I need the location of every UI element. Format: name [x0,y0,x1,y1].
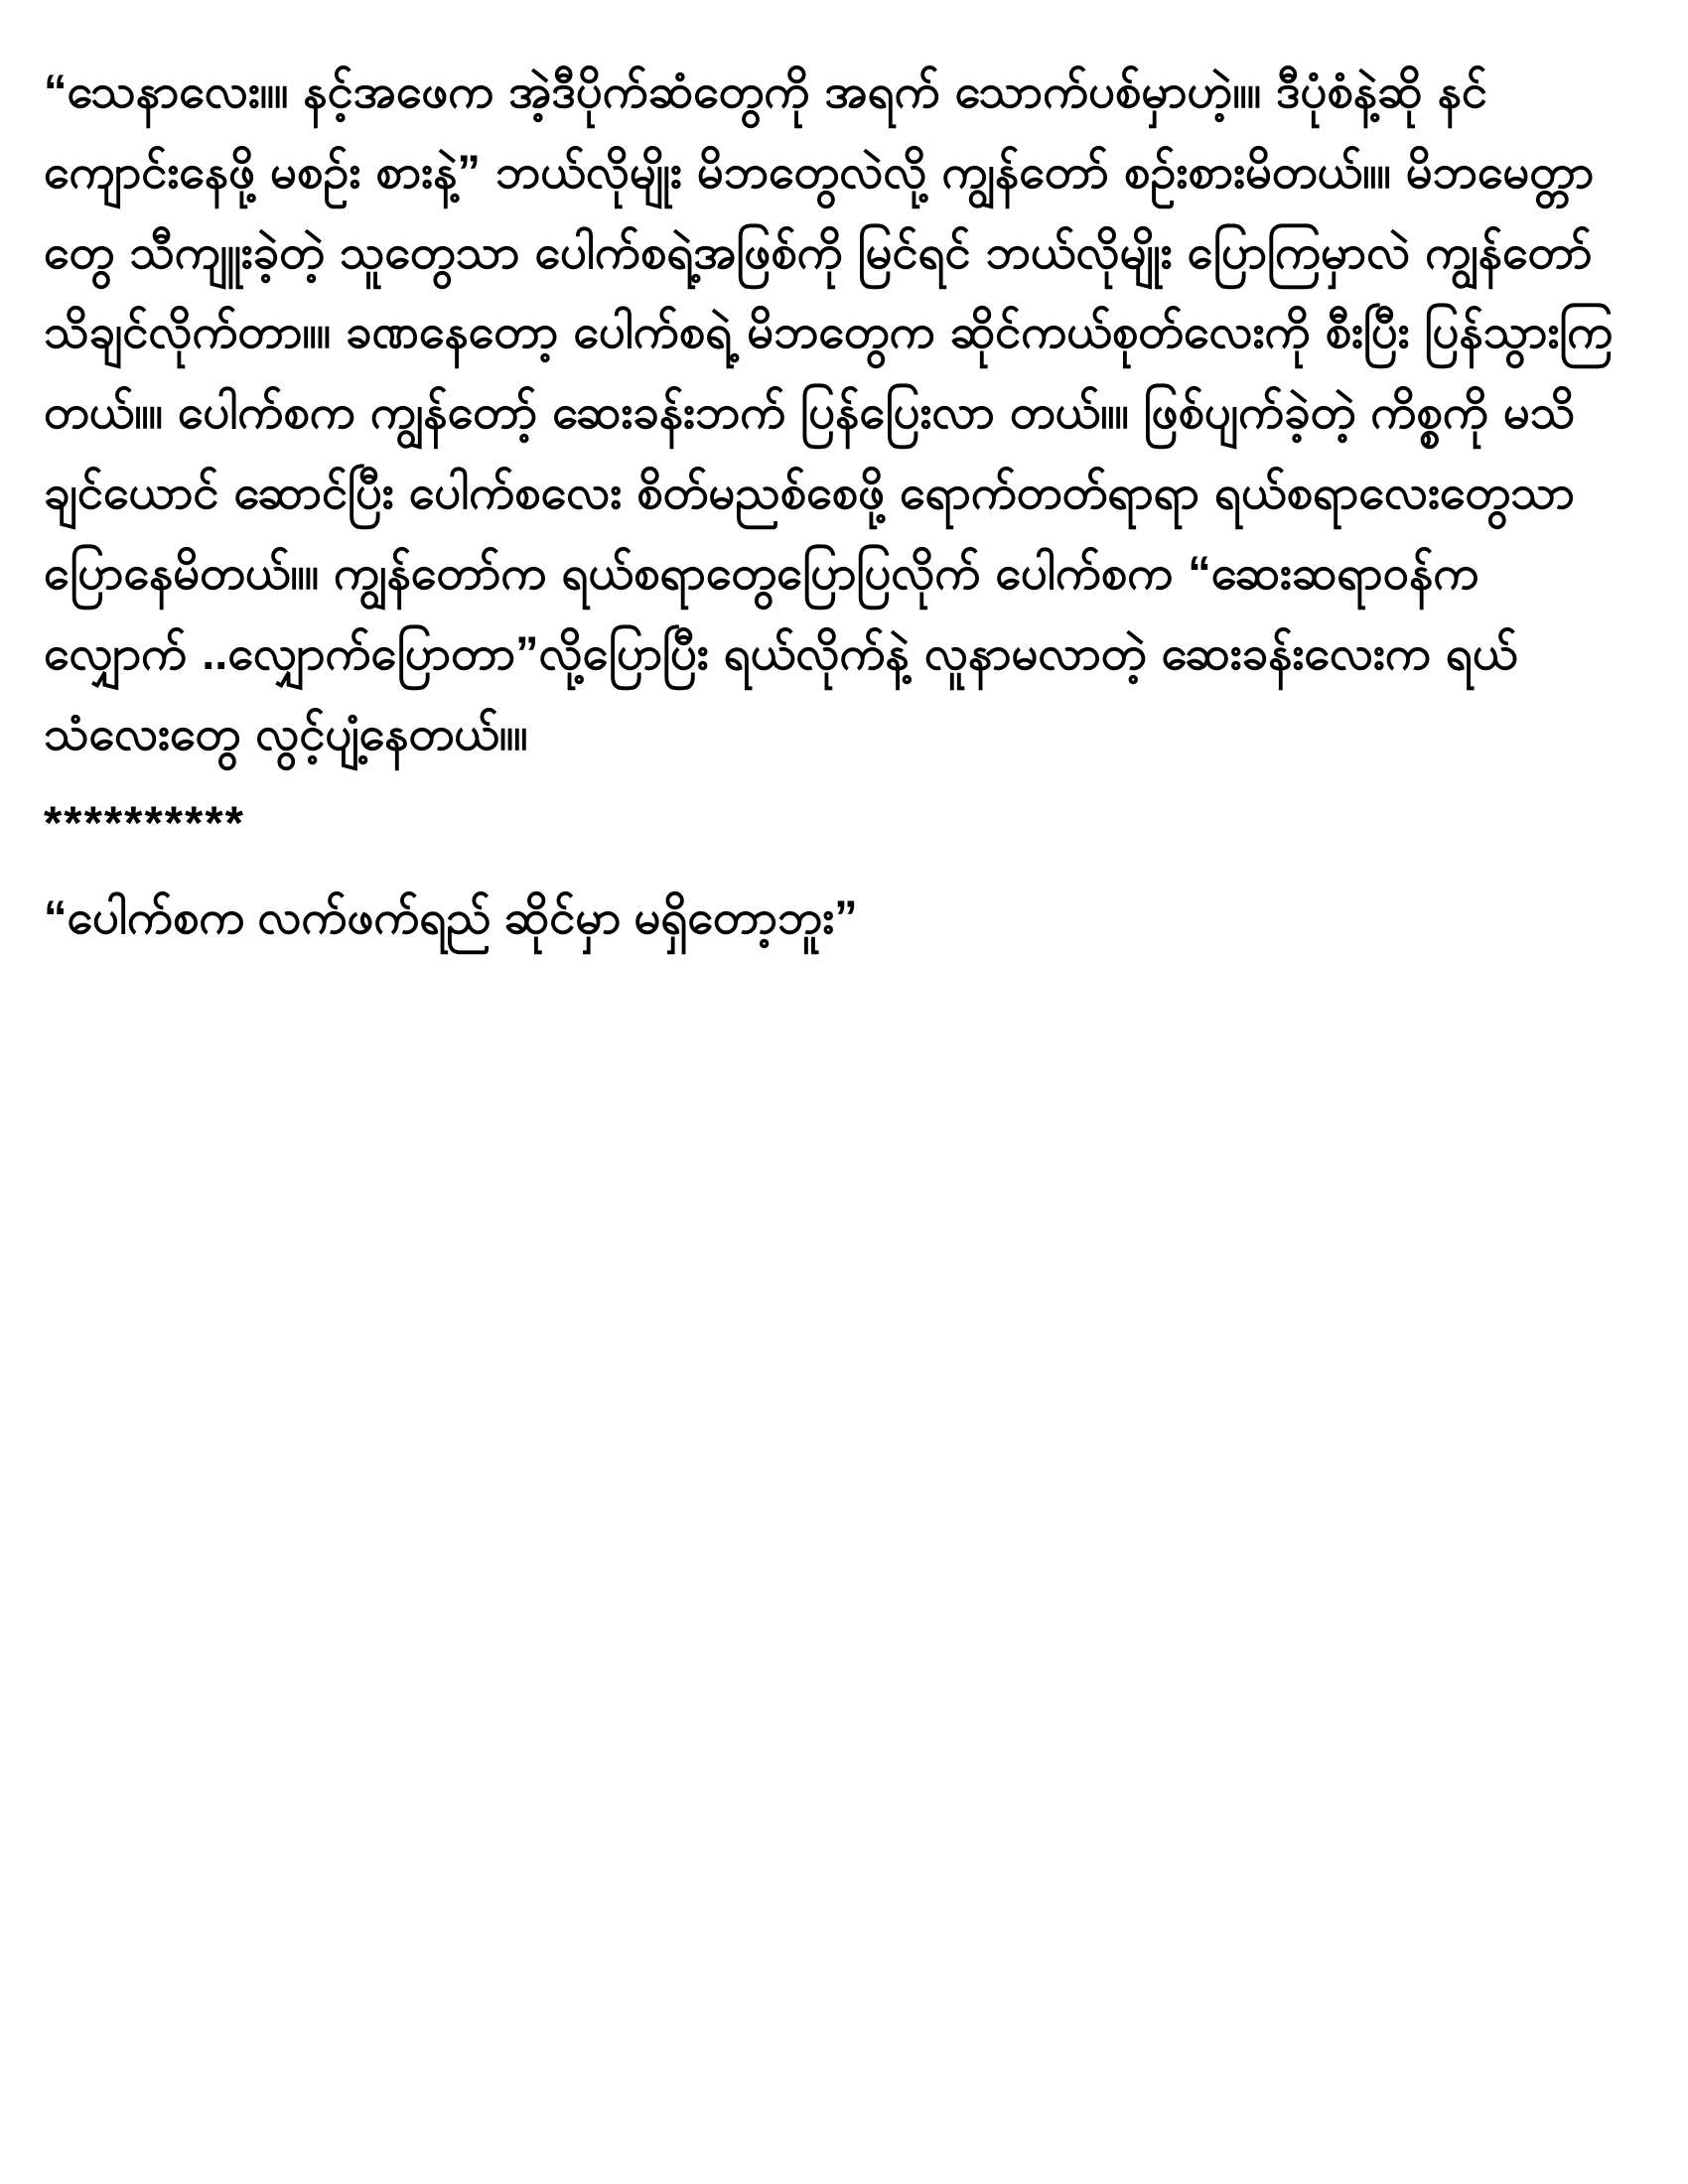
paragraph-2: “ပေါက်စက လက်ဖက်ရည် ဆိုင်မှာ မရှိတော့ဘူး” [44,890,858,944]
asterisk-divider: ********** [44,796,245,850]
document-body [44,52,1628,958]
paragraph-1: “သေနာလေး။။ နင့်အဖေက အဲ့ဒီပိုက်ဆံတွေကို အရက် သောက်ပစ်မှာဟဲ့။။ ဒီပုံစံနဲ့ဆို နင် ကျောင်းနေဖို့ မစဉ်း စားနဲ့” ဘယ်လိုမျိုး မိဘတွေလဲလို့ ကျွန်တော် စဉ်းစားမိတယ်။။ မိဘမေတ္တာတွေ သီကျူးခဲ့တဲ့ သူတွေသာ ပေါက်စရဲ့အဖြစ်ကို မြင်ရင် ဘယ်လိုမျိုး ပြောကြမှာလဲ ကျွန်တော် သိချင်လိုက်တာ။။ ခဏနေတော့ ပေါက်စရဲ့ မိဘတွေက ဆိုင်ကယ်စုတ်လေးကို စီးပြီး ပြန်သွားကြတယ်။။ ပေါက်စက ကျွန်တော့် ဆေးခန်းဘက် ပြန်ပြေးလာ တယ်။။ ဖြစ်ပျက်ခဲ့တဲ့ ကိစ္စကို မသိချင်ယောင် ဆောင်ပြီး ပေါက်စလေး စိတ်မညစ်စေဖို့ ရောက်တတ်ရာရာ ရယ်စရာလေးတွေသာ ပြောနေမိတယ်။။ ကျွန်တော်က ရယ်စရာတွေပြောပြလိုက် ပေါက်စက “ဆေးဆရာဝန်က လျှောက် ..လျှောက်ပြောတာ”လို့ပြောပြီး ရယ်လိုက်နဲ့ လူနာမလာတဲ့ ဆေးခန်းလေးက ရယ်သံလေးတွေ လွင့်ပျံ့နေတယ်။။ [44,65,1614,759]
